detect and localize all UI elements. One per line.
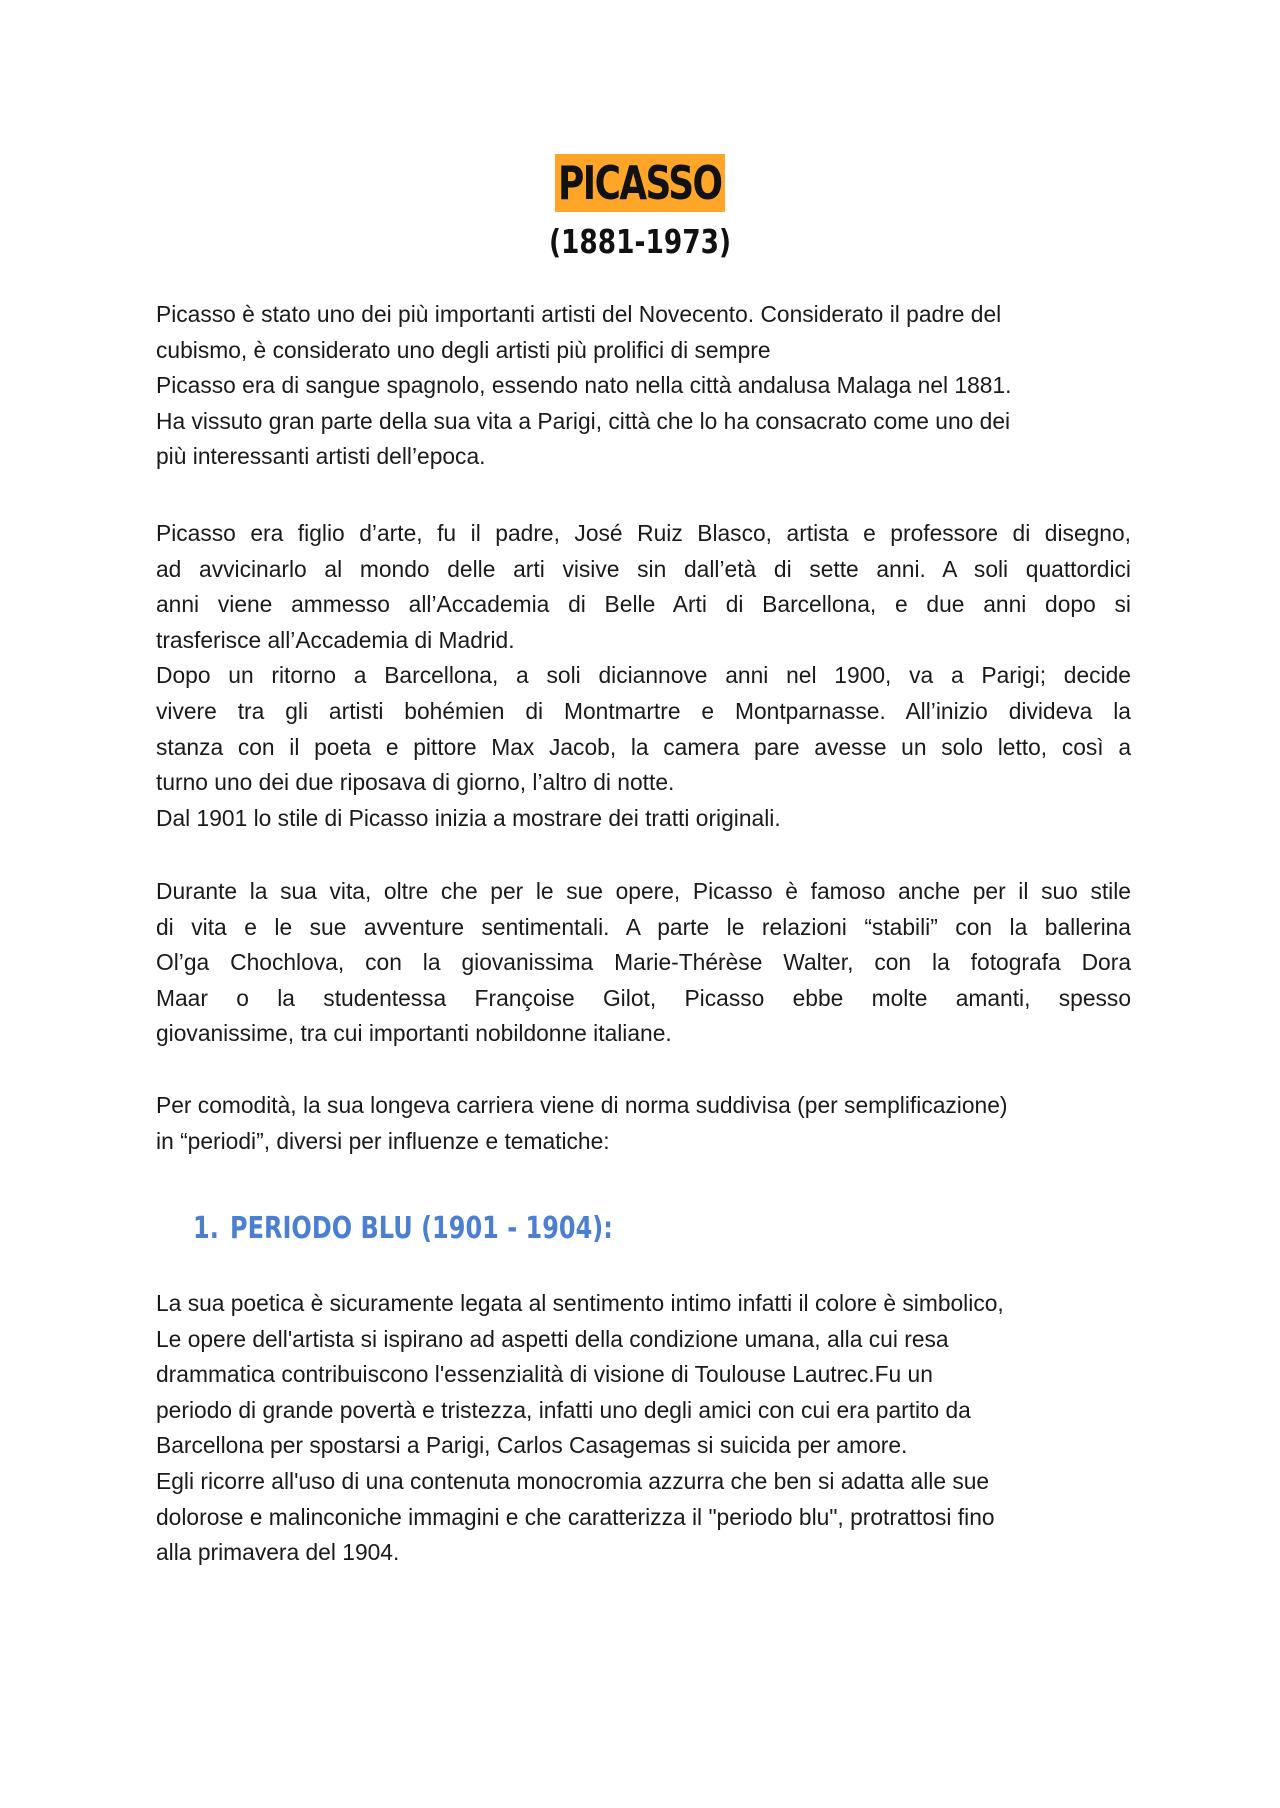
section-heading-blue-period xyxy=(193,1204,613,1254)
text-line: Le opere dell'artista si ispirano ad aspetti della condizione umana, alla cui resa xyxy=(156,1325,949,1352)
text-line: Ha vissuto gran parte della sua vita a Parigi, città che lo ha consacrato come uno dei xyxy=(156,407,1011,434)
text-line: periodo di grande povertà e tristezza, infatti uno degli amici con cui era partito da xyxy=(156,1396,971,1423)
text-line: Barcellona per spostarsi a Parigi, Carlos Casagemas si suicida per amore. xyxy=(156,1432,908,1459)
text-line: Picasso era figlio d’arte, fu il padre, José Ruiz Blasco, artista e professore di disegno, xyxy=(156,520,1131,546)
biography-paragraph xyxy=(156,516,1131,836)
periods-intro-paragraph xyxy=(156,1088,1131,1159)
text-line: Durante la sua vita, oltre che per le sue opere, Picasso è famoso anche per il suo stile xyxy=(156,878,1131,904)
text-line: Dopo un ritorno a Barcellona, a soli diciannove anni nel 1900, va a Parigi; decide xyxy=(156,662,1131,689)
section-title: PERIODO BLU (1901 - 1904): xyxy=(230,1211,613,1246)
text-line: in “periodi”, diversi per influenze e tematiche: xyxy=(156,1127,610,1154)
text-line: trasferisce all’Accademia di Madrid. xyxy=(156,626,515,653)
intro-paragraph xyxy=(156,297,1131,475)
text-line: cubismo, è considerato uno degli artisti più prolifici di sempre xyxy=(156,336,771,363)
text-line: drammatica contribuiscono l'essenzialità di visione di Toulouse Lautrec.Fu un xyxy=(156,1361,933,1388)
text-line: ad avvicinarlo al mondo delle arti visive sin dall’età di sette anni. A soli quattordici xyxy=(156,555,1131,582)
text-line: più interessanti artisti dell’epoca. xyxy=(156,443,486,470)
text-line: stanza con il poeta e pittore Max Jacob, la camera pare avesse un solo letto, così a xyxy=(156,733,1131,760)
text-line: La sua poetica è sicuramente legata al sentimento intimo infatti il colore è simbolico, xyxy=(156,1290,1004,1316)
text-line: Dal 1901 lo stile di Picasso inizia a mostrare dei tratti originali. xyxy=(156,804,781,831)
text-line: anni viene ammesso all’Accademia di Belle Arti di Barcellona, e due anni dopo si xyxy=(156,591,1131,618)
text-line: Egli ricorre all'uso di una contenuta monocromia azzurra che ben si adatta alle sue xyxy=(156,1467,990,1494)
text-line: Picasso era di sangue spagnolo, essendo nato nella città andalusa Malaga nel 1881. xyxy=(156,372,1012,399)
blue-period-paragraph xyxy=(156,1286,1131,1571)
section-number: 1. xyxy=(193,1211,219,1246)
text-line: alla primavera del 1904. xyxy=(156,1539,400,1566)
personal-life-paragraph xyxy=(156,874,1131,1052)
text-line: Maar o la studentessa Françoise Gilot, Picasso ebbe molte amanti, spesso xyxy=(156,984,1131,1011)
life-dates: (1881-1973) xyxy=(548,222,732,261)
text-line: giovanissime, tra cui importanti nobildonne italiane. xyxy=(156,1020,672,1047)
text-line: Picasso è stato uno dei più importanti artisti del Novecento. Considerato il padre del xyxy=(156,301,1002,327)
text-line: di vita e le sue avventure sentimentali. A parte le relazioni “stabili” con la ballerina xyxy=(156,913,1131,940)
text-line: Ol’ga Chochlova, con la giovanissima Marie-Thérèse Walter, con la fotografa Dora xyxy=(156,949,1131,976)
text-line: dolorose e malinconiche immagini e che caratterizza il "periodo blu", protrattosi fino xyxy=(156,1503,995,1530)
title-wrapper xyxy=(0,154,1280,212)
text-line: turno uno dei due riposava di giorno, l’altro di notte. xyxy=(156,769,675,796)
text-line: Per comodità, la sua longeva carriera viene di norma suddivisa (per semplificazione) xyxy=(156,1092,1008,1118)
page-title: PICASSO xyxy=(555,154,725,212)
text-line: vivere tra gli artisti bohémien di Montmartre e Montparnasse. All’inizio divideva la xyxy=(156,697,1131,724)
